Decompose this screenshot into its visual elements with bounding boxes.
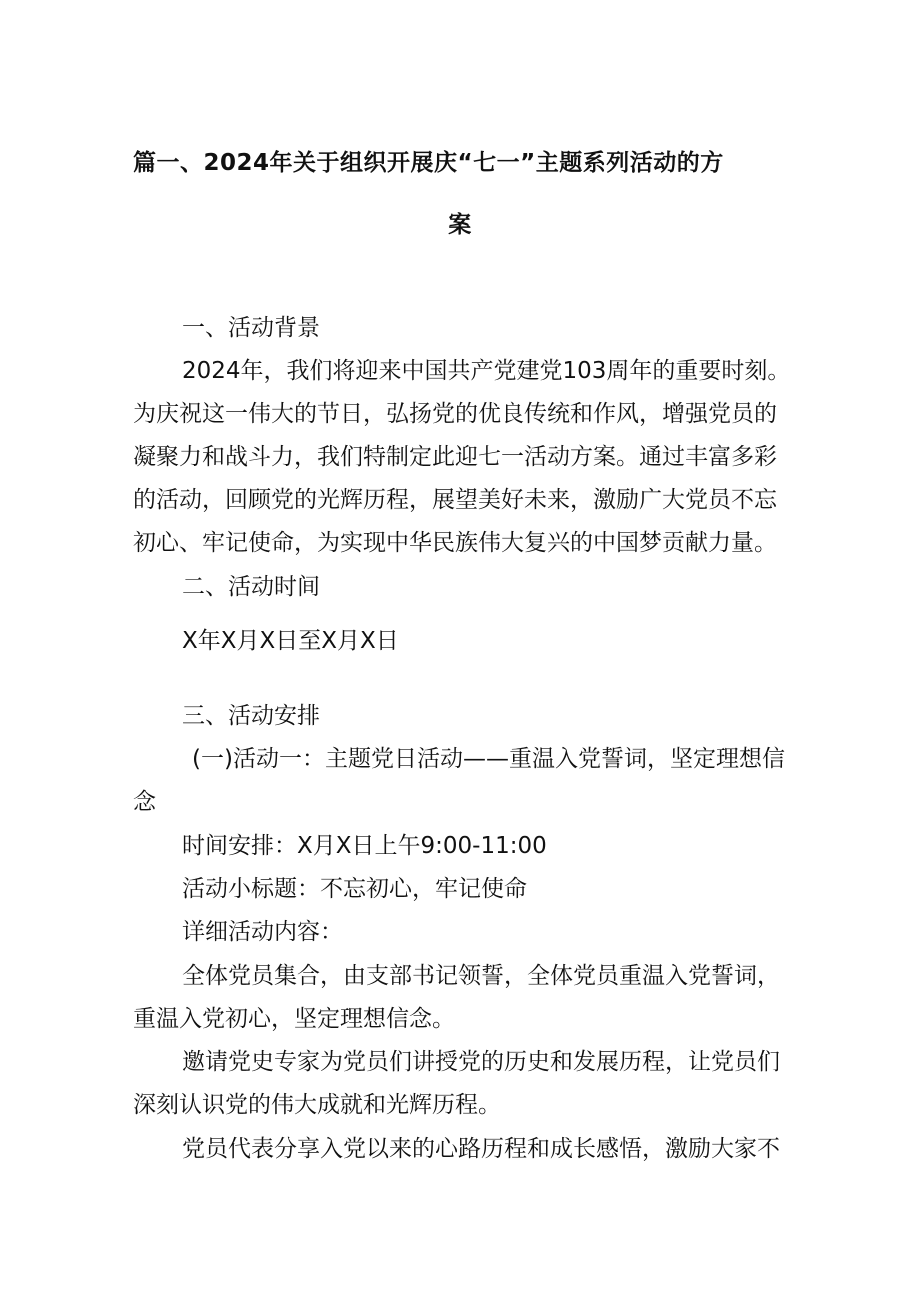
- paragraph-background-line-1: 2024年，我们将迎来中国共产党建党103周年的重要时刻。: [182, 358, 791, 384]
- detail-paragraph-1-line-1: 全体党员集合，由支部书记领誓，全体党员重温入党誓词，: [182, 963, 780, 989]
- date-range: X年X月X日至X月X日: [182, 628, 399, 654]
- section-heading-background: 一、活动背景: [182, 315, 320, 341]
- detail-paragraph-3-line-1: 党员代表分享入党以来的心路历程和成长感悟，激励大家不: [182, 1136, 780, 1162]
- activity-1-detail-heading: 详细活动内容：: [182, 919, 343, 945]
- activity-1-title-line-2: 念: [133, 789, 156, 815]
- section-heading-time: 二、活动时间: [182, 574, 320, 600]
- document-title-line-1: 篇一、2024年关于组织开展庆“七一”主题系列活动的方: [133, 150, 724, 176]
- document-title-line-2: 案: [448, 212, 472, 238]
- detail-paragraph-2-line-1: 邀请党史专家为党员们讲授党的历史和发展历程，让党员们: [182, 1049, 780, 1075]
- detail-paragraph-1-line-2: 重温入党初心，坚定理想信念。: [133, 1006, 455, 1032]
- section-heading-arrangement: 三、活动安排: [182, 703, 320, 729]
- paragraph-background-line-4: 的活动，回顾党的光辉历程，展望美好未来，激励广大党员不忘: [133, 487, 777, 513]
- activity-1-title-line-1: (一)活动一：主题党日活动——重温入党誓词，坚定理想信: [192, 746, 785, 772]
- detail-paragraph-2-line-2: 深刻认识党的伟大成就和光辉历程。: [133, 1092, 501, 1118]
- paragraph-background-line-5: 初心、牢记使命，为实现中华民族伟大复兴的中国梦贡献力量。: [133, 530, 777, 556]
- paragraph-background-line-2: 为庆祝这一伟大的节日，弘扬党的优良传统和作风，增强党员的: [133, 401, 777, 427]
- paragraph-background-line-3: 凝聚力和战斗力，我们特制定此迎七一活动方案。通过丰富多彩: [133, 444, 777, 470]
- activity-1-subtitle: 活动小标题：不忘初心，牢记使命: [182, 876, 527, 902]
- activity-1-time: 时间安排：X月X日上午9:00-11:00: [182, 833, 547, 859]
